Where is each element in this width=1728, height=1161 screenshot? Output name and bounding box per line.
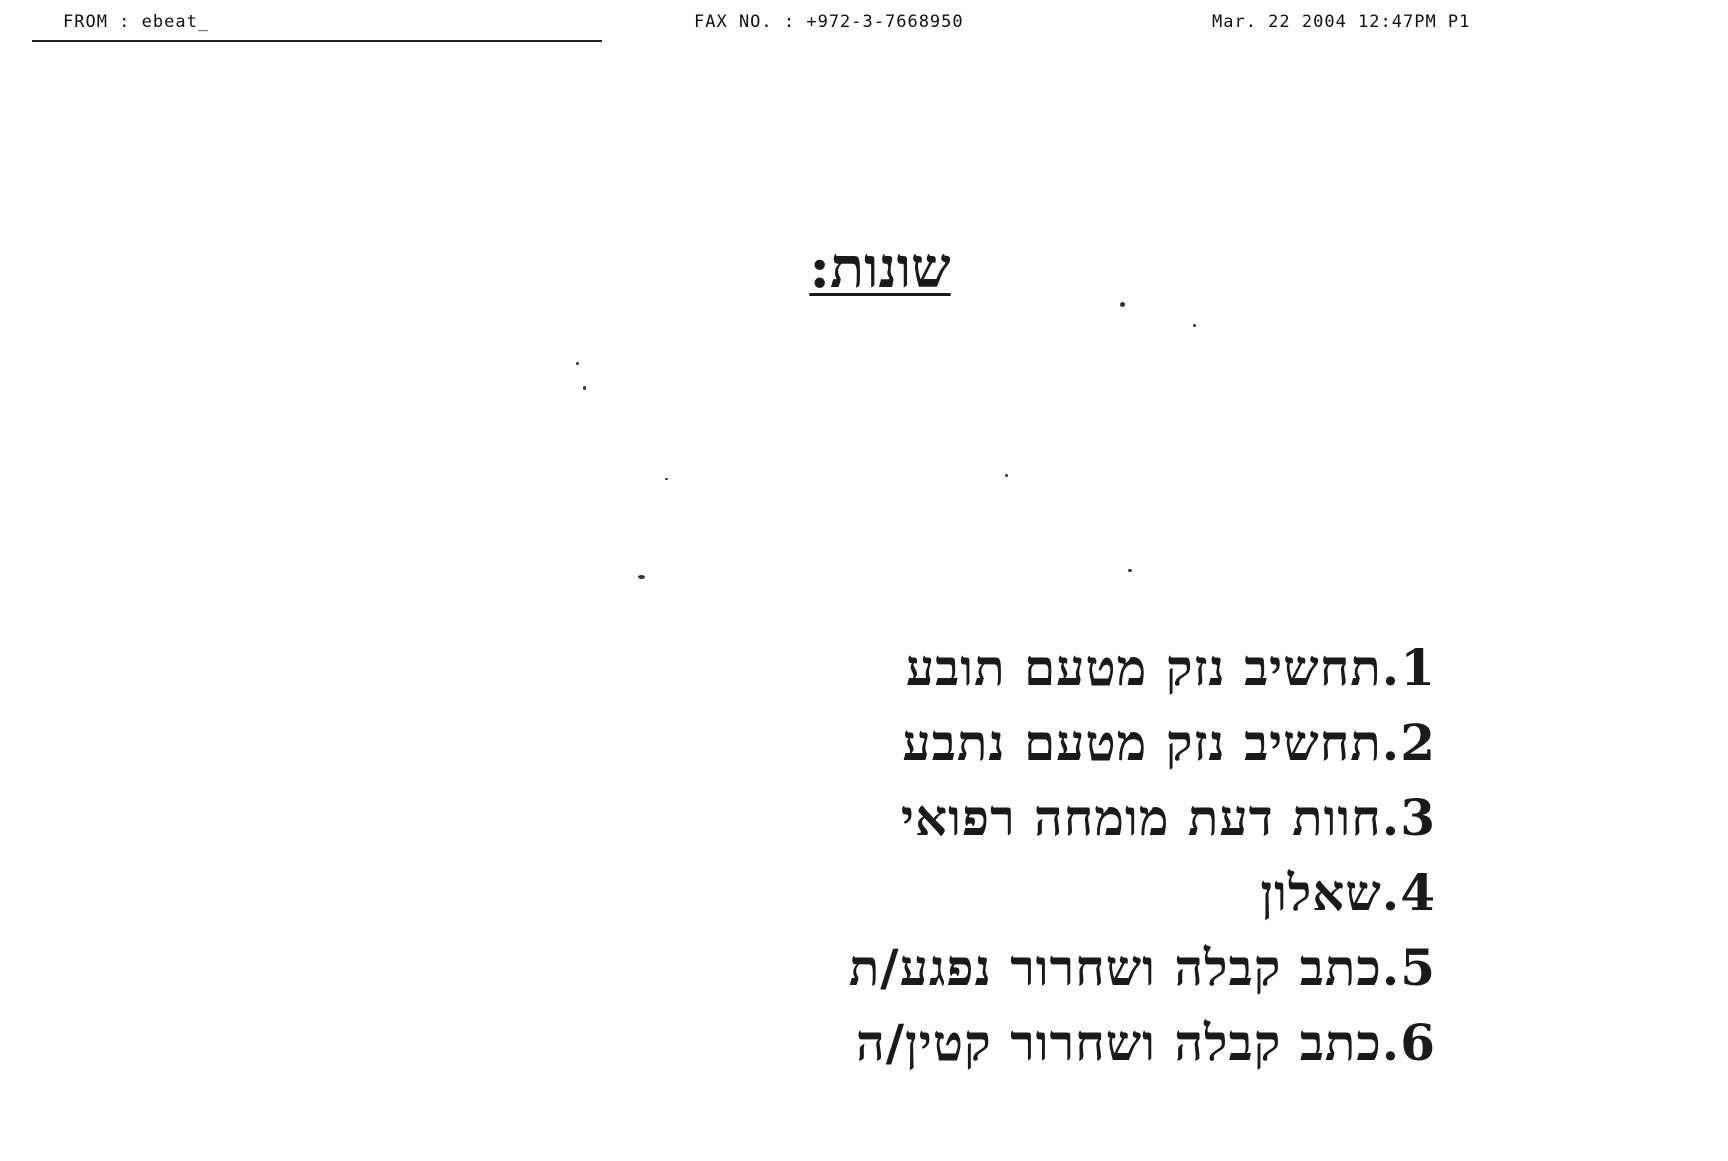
list-item-text: חוות דעת מומחה רפואי [900, 788, 1382, 847]
scan-speck [1120, 302, 1125, 307]
page-title: שונות: [809, 235, 951, 301]
list-item [236, 705, 1436, 780]
list-item [236, 855, 1436, 930]
list-item-text: שאלון [1260, 863, 1382, 922]
scan-speck [576, 362, 579, 365]
fax-from: FROM : ebeat_ [63, 12, 210, 32]
list-item-text: כתב קבלה ושחרור נפגע/ת [848, 938, 1382, 997]
list-item [236, 630, 1436, 705]
list-item-text: כתב קבלה ושחרור קטין/ה [855, 1013, 1382, 1072]
scan-speck [583, 386, 586, 390]
fax-header-rule [32, 40, 602, 42]
scan-speck [638, 575, 645, 579]
list-item-number: 2. [1381, 713, 1436, 772]
list-item-text: תחשיב נזק מטעם תובע [905, 638, 1382, 697]
scan-speck [1005, 474, 1008, 477]
fax-date: Mar. 22 2004 12:47PM P1 [1212, 12, 1471, 32]
fax-header [0, 12, 1728, 42]
list-item-text: תחשיב נזק מטעם נתבע [902, 713, 1382, 772]
fax-number: FAX NO. : +972-3-7668950 [694, 12, 964, 32]
scan-speck [665, 478, 668, 480]
scan-speck [1193, 324, 1196, 327]
list-item [236, 930, 1436, 1005]
list-item [236, 780, 1436, 855]
list-item-number: 6. [1381, 1013, 1436, 1072]
list-item-number: 5. [1381, 938, 1436, 997]
list-item [236, 1005, 1436, 1080]
list-item-number: 4. [1381, 863, 1436, 922]
scan-speck [1128, 569, 1132, 572]
document-list [236, 630, 1436, 1080]
list-item-number: 1. [1381, 638, 1436, 697]
list-item-number: 3. [1381, 788, 1436, 847]
